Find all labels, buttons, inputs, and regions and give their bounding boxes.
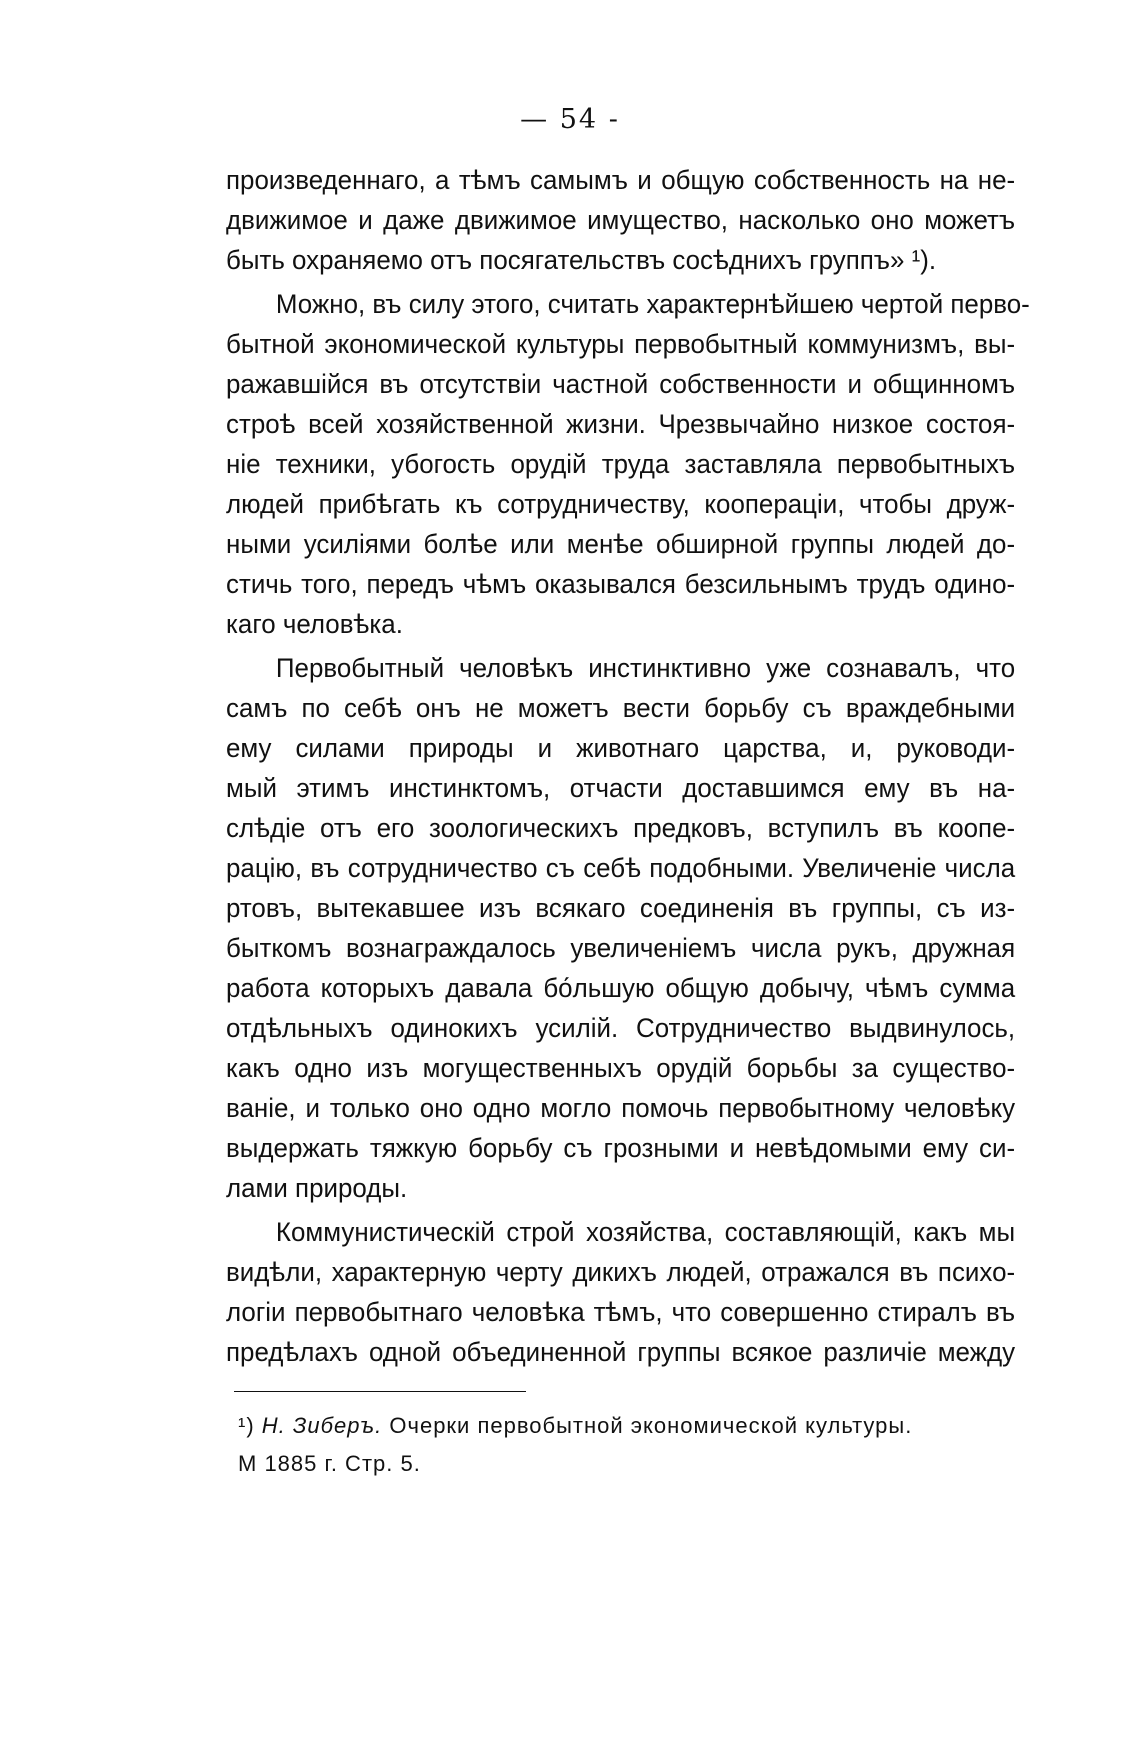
text-line: бытной экономической культуры первобытный коммунизмъ, вы- — [226, 329, 1016, 359]
text-line: быткомъ вознаграждалось увеличеніемъ числа рукъ, дружная — [226, 933, 1016, 963]
text-line: ртовъ, вытекавшее изъ всякаго соединенія въ группы, съ из- — [226, 893, 1016, 923]
text-line: самъ по себѣ онъ не можетъ вести борьбу съ враждебными — [226, 693, 1016, 723]
text-line: ніе техники, убогость орудій труда заставляла первобытныхъ — [226, 449, 1016, 479]
footnote-author: Н. Зиберъ. — [261, 1413, 383, 1438]
text-line: Можно, въ силу этого, считать характернѣйшею чертой перво- — [275, 289, 1030, 319]
footnote-line: М 1885 г. Стр. 5. — [238, 1451, 421, 1476]
paragraph — [226, 648, 1048, 1208]
text-line: видѣли, характерную черту дикихъ людей, отражался въ психо- — [226, 1257, 1016, 1287]
text-line: быть охраняемо отъ посягательствъ сосѣднихъ группъ» ¹). — [226, 245, 937, 275]
text-line: строѣ всей хозяйственной жизни. Чрезвычайно низкое состоя- — [226, 409, 1016, 439]
page-number: — 54 - — [520, 104, 620, 135]
text-line: слѣдіе отъ его зоологическихъ предковъ, вступилъ въ коопе- — [226, 813, 1016, 843]
body-text — [226, 160, 1048, 1372]
text-line: людей прибѣгать къ сотрудничеству, коопераціи, чтобы друж- — [226, 489, 1016, 519]
text-line: стичь того, передъ чѣмъ оказывался безсильнымъ трудъ одино- — [226, 569, 1016, 599]
text-line: ными усиліями болѣе или менѣе обширной группы людей до- — [226, 529, 1016, 559]
text-line: рацію, въ сотрудничество съ себѣ подобными. Увеличеніе числа — [226, 853, 1016, 883]
footnote-line — [238, 1407, 1048, 1445]
text-line: каго человѣка. — [226, 609, 403, 639]
text-line: отдѣльныхъ одинокихъ усилій. Сотрудничество выдвинулось, — [226, 1013, 1016, 1043]
text-line: движимое и даже движимое имущество, насколько оно можетъ — [226, 205, 1016, 235]
text-line: мый этимъ инстинктомъ, отчасти доставшимся ему въ на- — [226, 773, 1016, 803]
text-line: Коммунистическій строй хозяйства, составляющій, какъ мы — [275, 1217, 1016, 1247]
text-line: работа которыхъ давала бо́льшую общую добычу, чѣмъ сумма — [226, 973, 1016, 1003]
footnote-rule — [234, 1391, 526, 1392]
paragraph — [226, 284, 1048, 644]
text-line: лами природы. — [226, 1173, 408, 1203]
footnote — [238, 1407, 1048, 1483]
text-line: какъ одно изъ могущественныхъ орудій борьбы за существо- — [226, 1053, 1016, 1083]
paragraph — [226, 160, 1048, 280]
text-line: Первобытный человѣкъ инстинктивно уже сознавалъ, что — [275, 653, 1016, 683]
footnote-title: Очерки первобытной экономической культуры. — [389, 1413, 913, 1438]
paragraph — [226, 1212, 1048, 1372]
text-line: ражавшійся въ отсутствіи частной собственности и общинномъ — [226, 369, 1016, 399]
text-line: ему силами природы и животнаго царства, и, руководи- — [226, 733, 1016, 763]
text-line: логіи первобытнаго человѣка тѣмъ, что совершенно стиралъ въ — [226, 1297, 1016, 1327]
footnote-marker: ¹) — [238, 1413, 255, 1438]
text-line: предѣлахъ одной объединенной группы всякое различіе между — [226, 1337, 1016, 1367]
text-line: ваніе, и только оно одно могло помочь первобытному человѣку — [226, 1093, 1016, 1123]
text-line: произведеннаго, а тѣмъ самымъ и общую собственность на не- — [226, 165, 1016, 195]
text-line: выдержать тяжкую борьбу съ грозными и невѣдомыми ему си- — [226, 1133, 1016, 1163]
